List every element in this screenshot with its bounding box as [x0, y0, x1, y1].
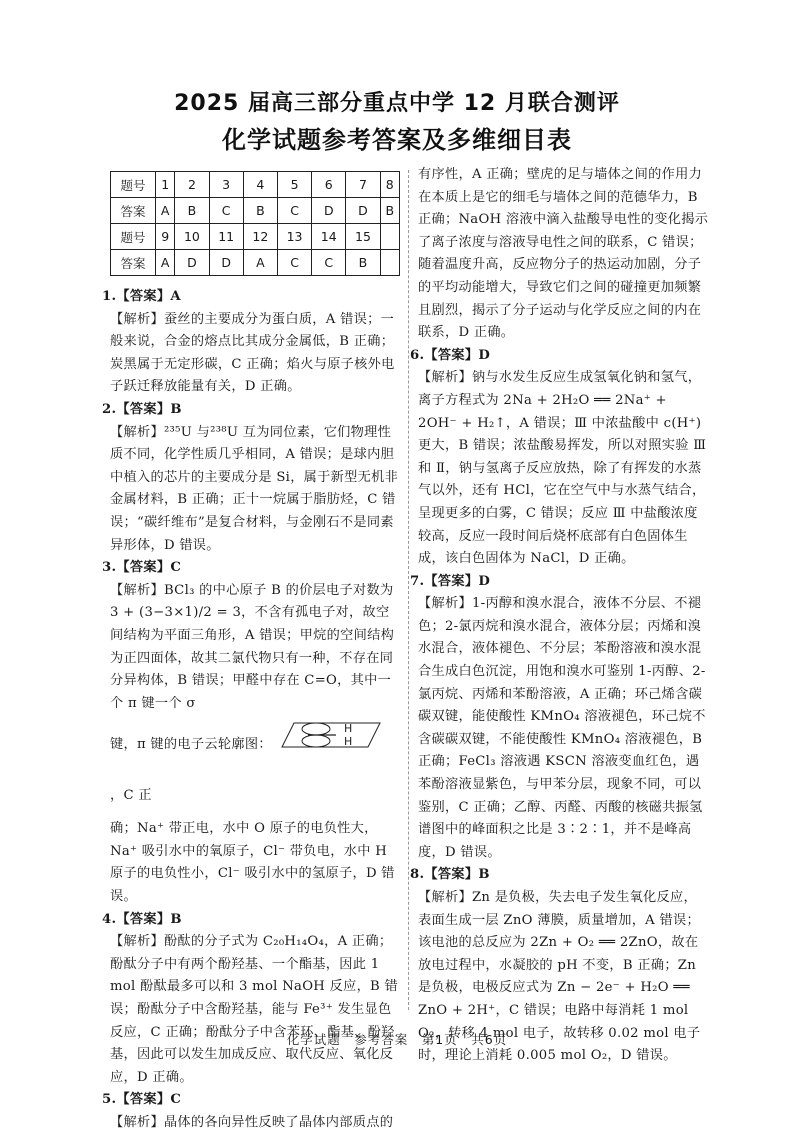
answer-table-row-header: 题号	[111, 172, 156, 198]
question-3-explanation-b	[110, 715, 400, 818]
answer-table-cell: B	[243, 198, 277, 224]
answer-table-row-header: 答案	[111, 198, 156, 224]
question-2-answer: 2.【答案】B	[102, 401, 182, 417]
answer-table-row-header: 题号	[111, 224, 156, 250]
question-1-answer: 1.【答案】A	[102, 289, 181, 304]
answer-table-cell: 8	[380, 172, 399, 198]
answer-table-cell: C	[312, 250, 346, 276]
question-4-answer: 4.【答案】B	[102, 911, 182, 927]
right-column	[410, 164, 710, 1068]
answer-table-cell: 15	[346, 224, 380, 250]
question-3-explanation-c: 确；Na⁺ 带正电，水中 O 原子的电负性大，Na⁺ 吸引水中的氧原子，Cl⁻ 带负电，水中 H 原子的电负性小，Cl⁻ 吸引水中的氢原子，D 错误。	[110, 821, 395, 905]
question-5-explanation-cont: 有序性，A 正确；壁虎的足与墙体之间的作用力在本质上是它的细毛与墙体之间的范德华力，B 正确；NaOH 溶液中滴入盐酸导电性的变化揭示了离子浓度与溶液导电性之间的联系，C 错误；随着温度升高，反应物分子的热运动加剧，分子的平均动能增大，导致它们之间的碰撞更加频繁且剧烈，揭示了分子运动与化学反应之间的内在联系，D 正确。	[418, 167, 709, 341]
answer-table-row	[111, 224, 400, 250]
document-subtitle: 化学试题参考答案及多维细目表	[222, 126, 572, 154]
question-7-explanation: 【解析】1-丙醇和溴水混合，液体不分层、不褪色；2-氯丙烷和溴水混合，液体分层；丙烯和溴水混合，液体褪色、不分层；苯酚溶液和溴水混合生成白色沉淀，用饱和溴水可鉴别 1-丙醇、2-氯丙烷、丙烯和苯酚溶液，A 正确；环己烯含碳碳双键，能使酸性 KMnO₄ 溶液褪色，环己烷不含碳碳双键，不能使酸性 KMnO₄ 溶液褪色，B 正确；FeCl₃ 溶液遇 KSCN 溶液变血红色，遇苯酚溶液显紫色，与甲苯分层，现象不同，可以鉴别，C 正确；乙醇、丙醛、丙酸的核磁共振氢谱图中的峰面积之比是 3∶2∶1，并不是峰高度，D 错误。	[418, 596, 706, 860]
answer-table-cell: 4	[243, 172, 277, 198]
answer-table-cell: 1	[156, 172, 175, 198]
answer-table-cell: 9	[156, 224, 175, 250]
answer-table-cell: A	[156, 198, 175, 224]
column-divider	[408, 170, 409, 1010]
answer-table-cell: 6	[312, 172, 346, 198]
answer-table-cell: C	[277, 250, 311, 276]
answer-table-cell: 5	[277, 172, 311, 198]
answer-table-cell: D	[312, 198, 346, 224]
answer-table-row-header: 答案	[111, 250, 156, 276]
answer-table-cell: A	[156, 250, 175, 276]
answer-table-cell: 10	[175, 224, 209, 250]
answer-table-cell: 12	[243, 224, 277, 250]
exam-title: 2025 届高三部分重点中学 12 月联合测评	[174, 91, 620, 116]
question-3-pi-bond-text-end: ，C 正	[110, 788, 152, 804]
answer-table-cell: 7	[346, 172, 380, 198]
question-8-answer: 8.【答案】B	[410, 867, 490, 883]
question-5-answer: 5.【答案】C	[102, 1092, 182, 1108]
pi-bond-electron-cloud-diagram	[276, 715, 386, 774]
answer-table-cell: D	[209, 250, 243, 276]
answer-table-cell: D	[346, 198, 380, 224]
answer-table-cell: A	[243, 250, 277, 276]
svg-text:H: H	[344, 722, 353, 736]
answer-table-cell: D	[175, 250, 209, 276]
question-1-explanation: 【解析】蚕丝的主要成分为蛋白质，A 错误；一般来说，合金的熔点比其成分金属低，B 正确；炭黑属于无定形碳，C 正确；焰火与原子核外电子跃迁释放能量有关，D 正确。	[110, 311, 395, 395]
answer-table-cell	[380, 250, 399, 276]
answer-table-cell: B	[175, 198, 209, 224]
question-8-explanation: 【解析】Zn 是负极，失去电子发生氧化反应，表面生成一层 ZnO 薄膜，质量增加，A 错误；该电池的总反应为 2Zn + O₂ ══ 2ZnO，故在放电过程中，水凝胶的 pH 不变，B 正确；Zn 是负极，电极反应式为 Zn − 2e⁻ + H₂O ══ ZnO + 2H⁺，C 错误；电路中每消耗 1 mol O₂，转移 4 mol 电子，故转移 0.02 mol 电子时，理论上消耗 0.005 mol O₂，D 错误。	[418, 890, 701, 1064]
answer-table-cell: 3	[209, 172, 243, 198]
question-3-pi-bond-text: 键，π 键的电子云轮廓图：	[110, 737, 272, 753]
answer-table	[110, 171, 400, 276]
answer-table-cell: B	[380, 198, 399, 224]
page-footer: 化学试题 参考答案 第1页 共6页	[286, 1032, 508, 1047]
question-7-answer: 7.【答案】D	[410, 573, 491, 589]
answer-table-cell: C	[277, 198, 311, 224]
answer-table-cell: C	[209, 198, 243, 224]
question-4-explanation: 【解析】酚酞的分子式为 C₂₀H₁₄O₄，A 正确；酚酞分子中有两个酚羟基、一个酯基，因此 1 mol 酚酞最多可以和 3 mol NaOH 反应，B 错误；酚酞分子中含酚羟基，能与 Fe³⁺ 发生显色反应，C 正确；酚酞分子中含苯环、酯基、酚羟基，因此可以发生加成反应、取代反应、氧化反应，D 正确。	[110, 934, 399, 1085]
question-3-answer: 3.【答案】C	[102, 560, 182, 576]
answer-table-row	[111, 172, 400, 198]
answer-table-cell: 13	[277, 224, 311, 250]
answer-table-cell: 14	[312, 224, 346, 250]
question-2-explanation: 【解析】²³⁵U 与²³⁸U 互为同位素，它们物理性质不同，化学性质几乎相同，A 错误；是球内胆中植入的芯片的主要成分是 Si，属于新型无机非金属材料，B 正确；正十一烷属于脂肪烃，C 错误；“碳纤维布”是复合材料，与金刚石不是同素异形体，D 错误。	[110, 424, 399, 553]
svg-text:H: H	[344, 735, 353, 749]
question-5-explanation-start: 【解析】晶体的各向异性反映了晶体内部质点的	[110, 1115, 394, 1130]
answer-table-cell: 2	[175, 172, 209, 198]
question-3-explanation-a: 【解析】BCl₃ 的中心原子 B 的价层电子对数为 3 + (3−3×1)/2 = 3，不含有孤电子对，故空间结构为平面三角形，A 错误；甲烷的空间结构为正四面体，故其二氯代物只有一种，不存在同分异构体，B 错误；甲醛中存在 C=O，其中一个 π 键一个 σ	[110, 582, 395, 711]
answer-table-cell: 11	[209, 224, 243, 250]
answer-table-cell: B	[346, 250, 380, 276]
answer-table-cell	[380, 224, 399, 250]
question-6-answer: 6.【答案】D	[410, 347, 491, 363]
left-column	[102, 286, 400, 1135]
answer-table-row	[111, 250, 400, 276]
question-6-explanation: 【解析】钠与水发生反应生成氢氧化钠和氢气，离子方程式为 2Na + 2H₂O ══ 2Na⁺ + 2OH⁻ + H₂↑，A 错误；Ⅲ 中浓盐酸中 c(H⁺) 更大，B 错误；浓盐酸易挥发，所以对照实验 Ⅲ 和 Ⅱ，钠与氢离子反应放热，除了有挥发的水蒸气以外，还有 HCl，它在空气中与水蒸气结合，呈现更多的白雾，C 错误；反应 Ⅲ 中盐酸浓度较高，反应一段时间后烧杯底部有白色固体生成，该白色固体为 NaCl，D 正确。	[418, 370, 707, 567]
answer-table-row	[111, 198, 400, 224]
